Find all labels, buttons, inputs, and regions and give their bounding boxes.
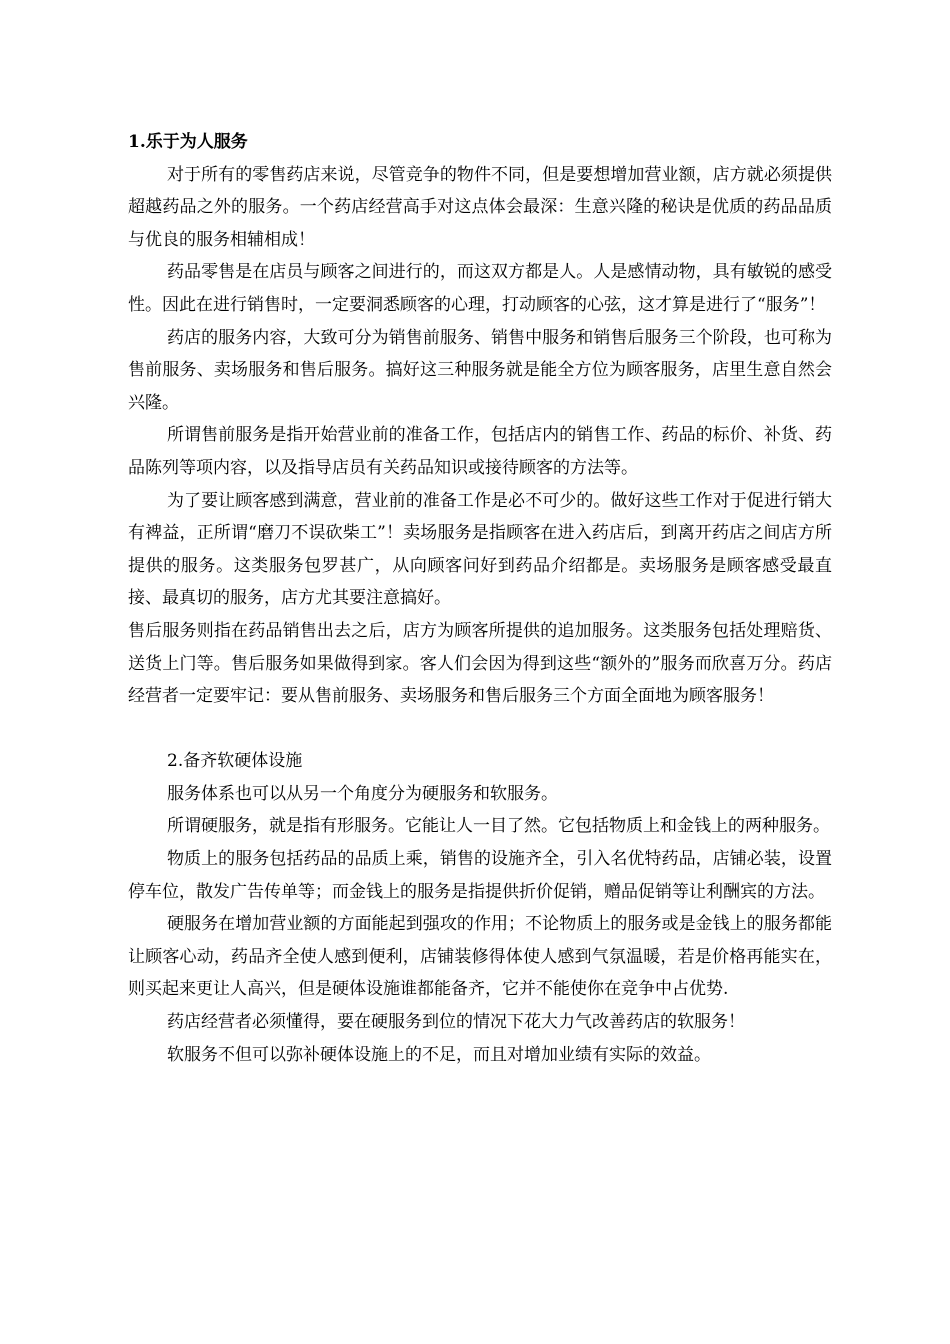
section-2-paragraph-3: 物质上的服务包括药品的品质上乘，销售的设施齐全，引入名优特药品，店铺必装，设置停车位，散发广告传单等；而金钱上的服务是指提供折价促销，赠品促销等让利酬宾的方法。	[128, 849, 832, 902]
section-1-paragraph-6: 售后服务则指在药品销售出去之后，店方为顾客所提供的追加服务。这类服务包括处理赔货、送货上门等。售后服务如果做得到家。客人们会因为得到这些“额外的”服务而欣喜万分。药店经营者一定要牢记：要从售前服务、卖场服务和售后服务三个方面全面地为顾客服务！	[128, 620, 832, 707]
section-1-paragraph-5: 为了要让顾客感到满意，营业前的准备工作是必不可少的。做好这些工作对于促进行销大有裨益，正所谓“磨刀不误砍柴工”！卖场服务是指顾客在进入药店后，到离开药店之间店方所提供的服务。这类服务包罗甚广，从向顾客问好到药品介绍都是。卖场服务是顾客感受最直接、最真切的服务，店方尤其要注意搞好。	[128, 490, 832, 609]
section-spacer	[128, 713, 832, 746]
section-2-paragraph-1: 服务体系也可以从另一个角度分为硬服务和软服务。	[167, 783, 558, 804]
section-1-paragraph-4: 所谓售前服务是指开始营业前的准备工作，包括店内的销售工作、药品的标价、补货、药品陈列等项内容，以及指导店员有关药品知识或接待顾客的方法等。	[128, 425, 832, 478]
section-1-paragraph-3: 药店的服务内容，大致可分为销售前服务、销售中服务和销售后服务三个阶段，也可称为售前服务、卖场服务和售后服务。搞好这三种服务就是能全方位为顾客服务，店里生意自然会兴隆。	[128, 327, 832, 413]
section-2-paragraph-4: 硬服务在增加营业额的方面能起到强攻的作用；不论物质上的服务或是金钱上的服务都能让顾客心动，药品齐全使人感到便利，店铺装修得体使人感到气氛温暖，若是价格再能实在，则买起来更让人高兴，但是硬体设施谁都能备齐，它并不能使你在竞争中占优势.	[128, 914, 832, 1000]
document-body	[128, 126, 832, 1071]
section-2-heading: 2.备齐软硬体设施	[167, 751, 303, 772]
section-2-paragraph-5: 药店经营者必须懂得，要在硬服务到位的情况下花大力气改善药店的软服务！	[167, 1012, 745, 1033]
section-2-paragraph-6: 软服务不但可以弥补硬体设施上的不足，而且对增加业绩有实际的效益。	[167, 1044, 711, 1065]
section-1-paragraph-1: 对于所有的零售药店来说，尽管竞争的物件不同，但是要想增加营业额，店方就必须提供超越药品之外的服务。一个药店经营高手对这点体会最深：生意兴隆的秘诀是优质的药品品质与优良的服务相辅相成！	[128, 164, 832, 250]
section-1-heading: 1.乐于为人服务	[128, 132, 248, 152]
section-2-paragraph-2: 所谓硬服务，就是指有形服务。它能让人一目了然。它包括物质上和金钱上的两种服务。	[167, 816, 830, 837]
section-1-paragraph-2: 药品零售是在店员与顾客之间进行的，而这双方都是人。人是感情动物，具有敏锐的感受性。因此在进行销售时，一定要洞悉顾客的心理，打动顾客的心弦，这才算是进行了“服务”！	[128, 262, 832, 315]
